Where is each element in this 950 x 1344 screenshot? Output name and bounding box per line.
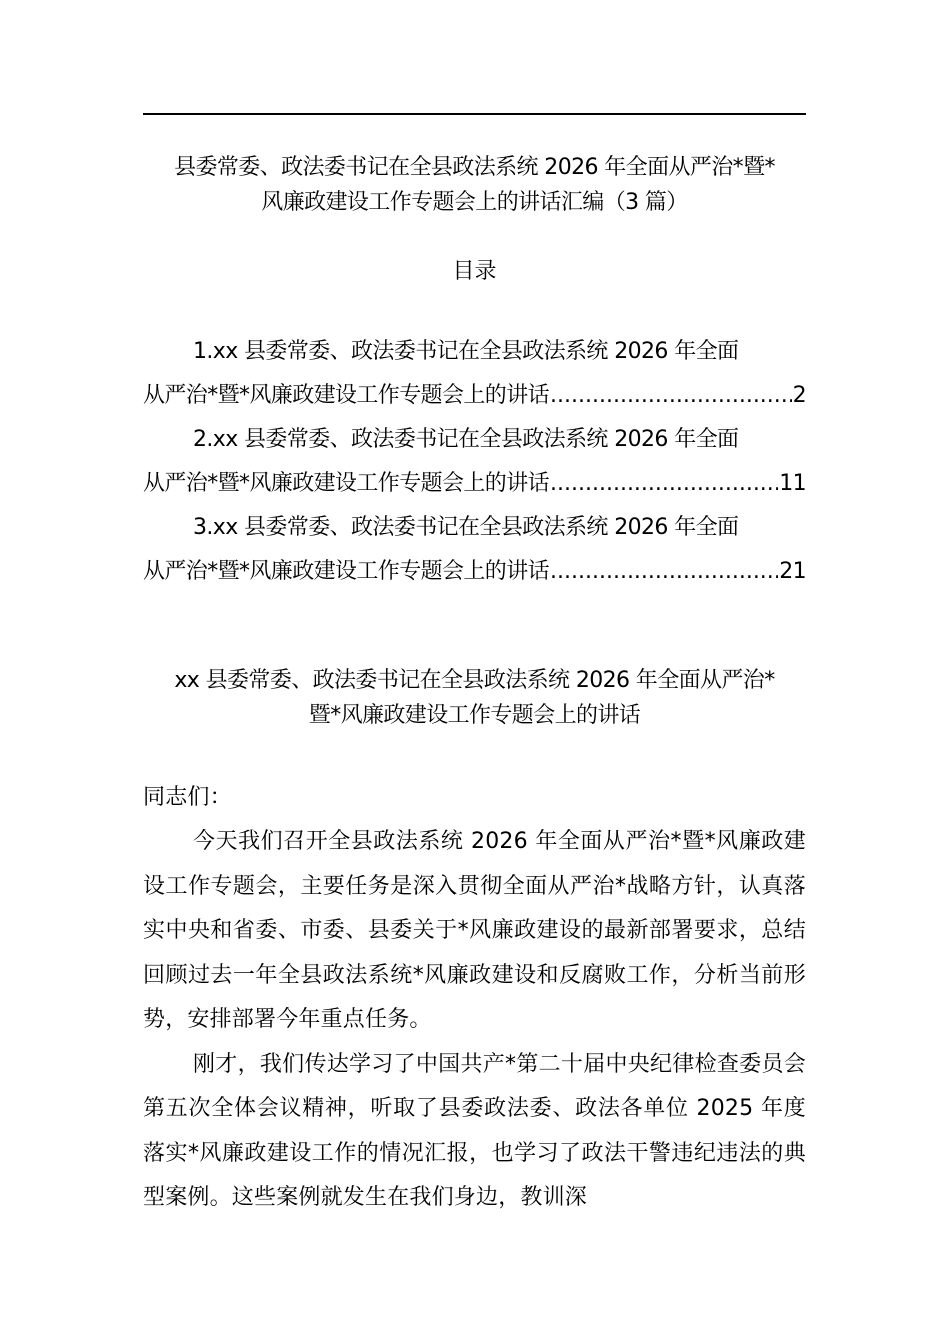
section-title-line-1: xx 县委常委、政法委书记在全县政法系统 2026 年全面从严治* (174, 668, 775, 693)
toc-entry-title-line-1: 1.xx 县委常委、政法委书记在全县政法系统 2026 年全面 (193, 339, 739, 364)
toc-entry-title-line-2-row (143, 462, 806, 506)
body-paragraph-1: 今天我们召开全县政法系统 2026 年全面从严治*暨*风廉政建设工作专题会，主要任务是深入贯彻全面从严治*战略方针，认真落实中央和省委、市委、县委关于*风廉政建设的最新部署要求，总结回顾过去一年全县政法系统*风廉政建设和反腐败工作，分析当前形势，安排部署今年重点任务。 (143, 829, 806, 1032)
toc-entry-title-line-1: 2.xx 县委常委、政法委书记在全县政法系统 2026 年全面 (193, 427, 739, 452)
toc-leader-dots (550, 462, 778, 506)
toc-heading: 目录 (452, 259, 497, 284)
table-of-contents (143, 330, 806, 594)
document-title-line-2: 风廉政建设工作专题会上的讲话汇编（3 篇） (261, 190, 688, 215)
document-title-line-1: 县委常委、政法委书记在全县政法系统 2026 年全面从严治*暨* (174, 155, 775, 180)
toc-entry-title-line-1: 3.xx 县委常委、政法委书记在全县政法系统 2026 年全面 (193, 515, 739, 540)
toc-entry-1[interactable] (143, 330, 806, 418)
document-title (143, 150, 806, 220)
toc-entry-title-line-2: 从严治*暨*风廉政建设工作专题会上的讲话 (143, 559, 550, 584)
toc-leader-dots (550, 550, 778, 594)
toc-page-number: 11 (779, 471, 806, 496)
toc-entry-2[interactable] (143, 418, 806, 506)
section-body (143, 785, 806, 1221)
body-paragraph-2: 刚才，我们传达学习了中国共产*第二十届中央纪律检查委员会第五次全体会议精神，听取了县委政法委、政法各单位 2025 年度落实*风廉政建设工作的情况汇报，也学习了政法干警违纪违法的典型案例。这些案例就发生在我们身边，教训深 (143, 1051, 806, 1210)
toc-page-number: 21 (779, 559, 806, 584)
toc-entry-title-line-2-row (143, 374, 806, 418)
toc-entry-title-line-2-row (143, 550, 806, 594)
section-title-line-2: 暨*风廉政建设工作专题会上的讲话 (308, 703, 641, 728)
toc-leader-dots (550, 374, 792, 418)
section-title (143, 663, 806, 733)
toc-entry-3[interactable] (143, 506, 806, 594)
toc-page-number: 2 (792, 383, 806, 408)
toc-entry-title-line-2: 从严治*暨*风廉政建设工作专题会上的讲话 (143, 471, 550, 496)
toc-entry-title-line-2: 从严治*暨*风廉政建设工作专题会上的讲话 (143, 383, 550, 408)
header-rule (143, 113, 806, 115)
salutation: 同志们： (143, 785, 232, 810)
